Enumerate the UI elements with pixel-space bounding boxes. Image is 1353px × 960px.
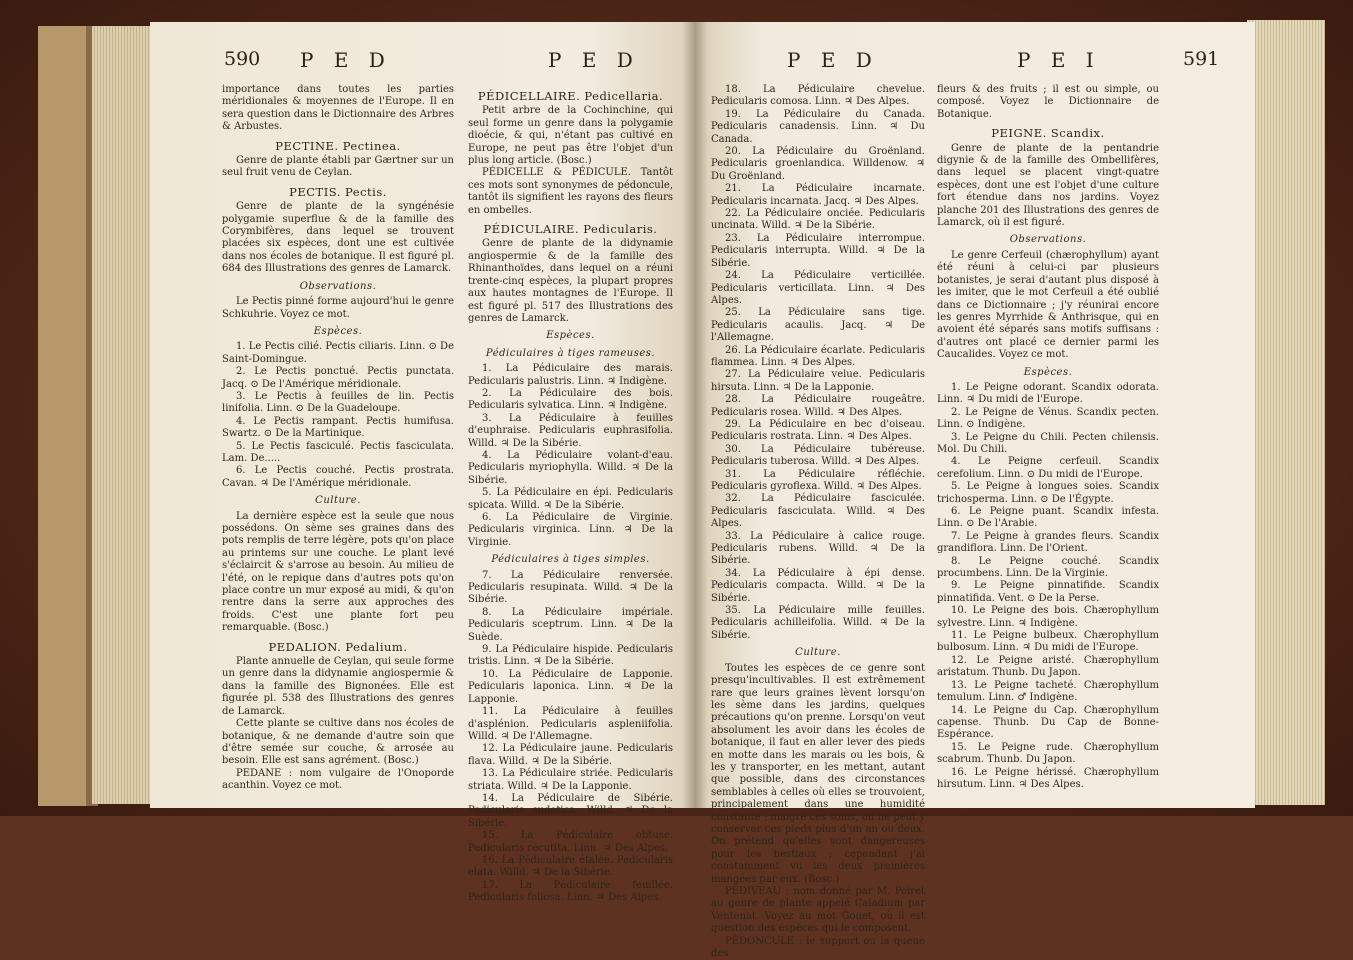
species-entry: 19. La Pédiculaire du Canada. Pedicularis canadensis. Linn. ♃ Du Canada. — [711, 108, 925, 145]
species-entry: 6. Le Peigne puant. Scandix infesta. Linn. ⊙ De l'Arabie. — [937, 506, 1159, 530]
species-entry: 6. Le Pectis couché. Pectis prostrata. Cavan. ♃ De l'Amérique méridionale. — [222, 465, 454, 489]
paragraph: Le Pectis pinné forme aujourd'hui le genre Schkuhrie. Voyez ce mot. — [222, 296, 454, 320]
species-entry: 1. Le Peigne odorant. Scandix odorata. Linn. ♃ Du midi de l'Europe. — [937, 381, 1159, 406]
section-subheading: Pédiculaires à tiges simples. — [491, 554, 650, 566]
species-entry: 35. La Pédiculaire mille feuilles. Pedicularis achilleifolia. Willd. ♃ De la Sibérie. — [711, 605, 925, 641]
paragraph: PÉDIVEAU : nom donné par M. Poiret au genre de plante appelé Caladium par Ventenat. Voyez au mot Gouet, où il est question des espèces qui le composent. — [711, 886, 925, 935]
species-entry: 2. Le Peigne de Vénus. Scandix pecten. Linn. ⊙ Indigène. — [937, 406, 1159, 431]
species-entry: 3. La Pédiculaire à feuilles d'euphraise. Pedicularis euphrasifolia. Willd. ♃ De la Sibérie. — [468, 412, 673, 449]
paragraph: Genre de plante de la didynamie angiospermie & de la famille des Rhinanthoïdes, dans lequel on a réuni trente-cinq espèces, la plupart propres aux hautes montagnes de l'Europe. Il est figuré pl. 517 des Illustrations des genres de Lamarck. — [468, 238, 673, 324]
paragraph: Genre de plante de la syngénésie polygamie superflue & de la famille des Corymbifères, dans lequel se trouvent placées six espèces, dont une est cultivée dans nos écoles de botanique. Il est figuré pl. 684 des Illustrations des genres de Lamarck. — [222, 201, 454, 275]
section-heading: Espèces. — [313, 325, 363, 337]
species-entry: 29. La Pédiculaire en bec d'oiseau. Pedicularis rostrata. Linn. ♃ Des Alpes. — [711, 418, 925, 443]
species-entry: 8. La Pédiculaire impériale. Pedicularis sceptrum. Linn. ♃ De la Suède. — [468, 606, 673, 643]
species-entry: 9. Le Peigne pinnatifide. Scandix pinnatifida. Vent. ⊙ De la Perse. — [937, 580, 1159, 604]
species-entry: 4. Le Pectis rampant. Pectis humifusa. Swartz. ⊙ De la Martinique. — [222, 415, 454, 440]
paragraph: Cette plante se cultive dans nos écoles de botanique, & ne demande d'autre soin que d'être semée sur couche, & arrosée au besoin. Elle est sans agrément. (Bosc.) — [222, 718, 454, 767]
species-entry: 5. Le Peigne à longues soies. Scandix trichosperma. Linn. ⊙ De l'Égypte. — [937, 481, 1159, 505]
species-entry: 20. La Pédiculaire du Groënland. Pedicularis groenlandica. Willdenow. ♃ Du Groënland. — [711, 146, 925, 182]
species-entry: 9. La Pédiculaire hispide. Pedicularis tristis. Linn. ♃ De la Sibérie. — [468, 644, 673, 668]
species-entry: 34. La Pédiculaire à épi dense. Pedicularis compacta. Willd. ♃ De la Sibérie. — [711, 567, 925, 604]
species-entry: 12. Le Peigne aristé. Chærophyllum aristatum. Thunb. Du Japon. — [937, 654, 1159, 679]
species-entry: 3. Le Pectis à feuilles de lin. Pectis linifolia. Linn. ⊙ De la Guadeloupe. — [222, 390, 454, 415]
species-entry: 14. Le Peigne du Cap. Chærophyllum capense. Thunb. Du Cap de Bonne-Espérance. — [937, 704, 1159, 741]
running-head: P E D — [787, 48, 879, 72]
species-entry: 32. La Pédiculaire fasciculée. Pedicularis fasciculata. Willd. ♃ Des Alpes. — [711, 493, 925, 530]
species-entry: 7. La Pédiculaire renversée. Pedicularis resupinata. Willd. ♃ De la Sibérie. — [468, 569, 673, 606]
species-entry: 23. La Pédiculaire interrompue. Pedicularis interrupta. Willd. ♃ De la Sibérie. — [711, 232, 925, 269]
species-entry: 17. La Pédiculaire feuillée. Pedicularis foliosa. Linn. ♃ Des Alpes. — [468, 879, 673, 904]
entry-heading: PÉDICULAIRE. Pedicularis. — [483, 222, 658, 237]
species-entry: 1. Le Pectis cilié. Pectis ciliaris. Linn. ⊙ De Saint-Domingue. — [222, 341, 454, 365]
paragraph: fleurs & des fruits ; il est ou simple, ou composé. Voyez le Dictionnaire de Botanique. — [937, 84, 1159, 120]
section-heading: Observations. — [299, 280, 377, 292]
entry-heading: PÉDICELLAIRE. Pedicellaria. — [477, 89, 664, 103]
paragraph: PÉDONCULE : le support ou la queue des — [711, 935, 925, 960]
page-number: 591 — [1183, 48, 1220, 70]
species-entry: 21. La Pédiculaire incarnate. Pedicularis incarnata. Jacq. ♃ Des Alpes. — [711, 183, 925, 207]
page-edges-left — [92, 26, 152, 804]
paragraph: Genre de plante de la pentandrie digynie & de la famille des Ombellifères, dans lequel se placent vingt-quatre espèces, dont une est l'objet d'une culture fort étendue dans nos jardins. Voyez planche 201 des Illustrations des genres de Lamarck, où il est figuré. — [937, 142, 1159, 229]
species-entry: 3. Le Peigne du Chili. Pecten chilensis. Mol. Du Chili. — [937, 431, 1159, 455]
species-entry: 25. La Pédiculaire sans tige. Pedicularis acaulis. Jacq. ♃ De l'Allemagne. — [711, 307, 925, 344]
paragraph: PÉDICELLE & PÉDICULE. Tantôt ces mots sont synonymes de pédoncule, tantôt ils signifient les rayons des fleurs en ombelles. — [468, 167, 673, 216]
species-entry: 4. La Pédiculaire volant-d'eau. Pedicularis myriophylla. Willd. ♃ De la Sibérie. — [468, 449, 673, 486]
species-entry: 15. La Pédiculaire obtuse. Pedicularis recutita. Linn. ♃ Des Alpes. — [468, 830, 673, 854]
paragraph: Le genre Cerfeuil (chærophyllum) ayant été réuni à celui-ci par plusieurs botanistes, je serai d'autant plus disposé à les imiter, que le mot Cerfeuil a été oublié dans ce Dictionnaire ; j'y réunirai encore les genres Myrrhide & Anthrisque, qui en avoient été séparés sans motifs suffisans : d'autres ont placé ce dernier parmi les Caucalides. Voyez ce mot. — [937, 249, 1159, 361]
entry-heading: PECTIS. Pectis. — [289, 184, 387, 199]
entry-heading: PEDALION. Pedalium. — [268, 639, 408, 654]
species-entry: 28. La Pédiculaire rougeâtre. Pedicularis rosea. Willd. ♃ Des Alpes. — [711, 394, 925, 418]
species-entry: 15. Le Peigne rude. Chærophyllum scabrum. Thunb. Du Japon. — [937, 741, 1159, 766]
right-page — [695, 22, 1255, 960]
paragraph: La dernière espèce est la seule que nous possédons. On sème ses graines dans des pots remplis de terre légère, pots qu'on place au printems sur une couche. Le plant levé s'éclaircit & s'arrose au besoin. Au milieu de l'été, on le repique dans d'autres pots qu'on place contre un mur exposé au midi, & qu'on rentre dans la serre aux approches des froids. C'est une plante fort peu remarquable. (Bosc.) — [222, 510, 454, 634]
species-entry: 8. Le Peigne couché. Scandix procumbens. Linn. De la Virginie. — [937, 555, 1159, 580]
book-cover-edge — [38, 26, 98, 806]
paragraph: Genre de plante établi par Gærtner sur un seul fruit venu de Ceylan. — [222, 155, 454, 179]
left-page-column-2 — [468, 84, 673, 905]
species-entry: 11. Le Peigne bulbeux. Chærophyllum bulbosum. Linn. ♃ Du midi de l'Europe. — [937, 630, 1159, 654]
entry-heading: PEIGNE. Scandix. — [991, 126, 1105, 141]
right-page-header — [695, 48, 1255, 78]
species-entry: 26. La Pédiculaire écarlate. Pedicularis flammea. Linn. ♃ Des Alpes. — [711, 344, 925, 368]
species-entry: 27. La Pédiculaire velue. Pedicularis hirsuta. Linn. ♃ De la Lapponie. — [711, 369, 925, 393]
species-entry: 12. La Pédiculaire jaune. Pedicularis flava. Willd. ♃ De la Sibérie. — [468, 743, 673, 767]
paragraph: Plante annuelle de Ceylan, qui seule forme un genre dans la didynamie angiospermie & dans la famille des Bignonées. Elle est figurée pl. 538 des Illustrations des genres de Lamarck. — [222, 656, 454, 717]
species-entry: 14. La Pédiculaire de Sibérie. Pedicularis sudetica. Willd. ♃ De la Sibérie. — [468, 792, 673, 829]
species-entry: 6. La Pédiculaire de Virginie. Pedicularis virginica. Linn. ♃ De la Virginie. — [468, 512, 673, 548]
entry-heading: PECTINE. Pectinea. — [275, 138, 401, 153]
paragraph: importance dans toutes les parties méridionales & moyennes de l'Europe. Il en sera question dans le Dictionnaire des Arbres & Arbustes. — [222, 84, 454, 133]
species-entry: 1. La Pédiculaire des marais. Pedicularis palustris. Linn. ♃ Indigène. — [468, 363, 673, 387]
species-entry: 4. Le Peigne cerfeuil. Scandix cerefolium. Linn. ⊙ Du midi de l'Europe. — [937, 456, 1159, 480]
species-entry: 5. Le Pectis fasciculé. Pectis fasciculata. Lam. De..... — [222, 440, 454, 464]
species-entry: 2. La Pédiculaire des bois. Pedicularis sylvatica. Linn. ♃ Indigène. — [468, 387, 673, 412]
paragraph: PEDANE : nom vulgaire de l'Onoporde acanthin. Voyez ce mot. — [222, 767, 454, 792]
section-heading: Espèces. — [546, 330, 595, 342]
running-head: P E I — [1017, 48, 1101, 72]
running-head: P E D — [300, 48, 392, 72]
species-entry: 33. La Pédiculaire à calice rouge. Pedicularis rubens. Willd. ♃ De la Sibérie. — [711, 530, 925, 567]
left-page — [150, 22, 695, 904]
paragraph: Toutes les espèces de ce genre sont presqu'incultivables. Il est extrêmement rare que leurs graines lèvent lorsqu'on les sème dans les jardins, quelques précautions qu'on prenne. Lorsqu'on veut absolument les avoir dans les écoles de botanique, il faut en aller lever des pieds en motte dans les marais ou les bois, & les y transporter, en les mettant, autant que possible, dans des circonstances semblables à celles où elles se trouvoient, principalement dans une humidité constante ; malgré ces soins, on ne peut y conserver ces pieds plus d'un an ou deux. On prétend qu'elles sont dangereuses pour les bestiaux ; cependant j'ai constamment vu les deux premières mangées par eux. (Bosc.) — [711, 662, 925, 885]
species-entry: 5. La Pédiculaire en épi. Pedicularis spicata. Willd. ♃ De la Sibérie. — [468, 487, 673, 511]
page-number: 590 — [224, 48, 261, 70]
species-entry: 7. Le Peigne à grandes fleurs. Scandix grandiflora. Linn. De l'Orient. — [937, 530, 1159, 555]
species-entry: 16. La Pédiculaire étalée. Pedicularis elata. Willd. ♃ De la Sibérie. — [468, 854, 673, 879]
section-subheading: Pédiculaires à tiges rameuses. — [485, 347, 656, 359]
section-heading: Culture. — [315, 495, 361, 507]
book-gutter — [682, 22, 708, 808]
section-heading: Observations. — [1009, 234, 1087, 246]
species-entry: 10. La Pédiculaire de Lapponie. Pedicularis laponica. Linn. ♃ De la Lapponie. — [468, 668, 673, 705]
species-entry: 13. Le Peigne tacheté. Chærophyllum temulum. Linn. ♂ Indigène. — [937, 679, 1159, 704]
species-entry: 10. Le Peigne des bois. Chærophyllum sylvestre. Linn. ♃ Indigène. — [937, 605, 1159, 629]
species-entry: 30. La Pédiculaire tubéreuse. Pedicularis tuberosa. Willd. ♃ Des Alpes. — [711, 443, 925, 468]
left-page-header — [150, 48, 695, 78]
left-page-column-1 — [222, 84, 454, 793]
species-entry: 24. La Pédiculaire verticillée. Pedicularis verticillata. Linn. ♃ Des Alpes. — [711, 270, 925, 306]
page-edges-right — [1247, 20, 1325, 805]
species-entry: 22. La Pédiculaire onciée. Pedicularis uncinata. Willd. ♃ De la Sibérie. — [711, 208, 925, 232]
species-entry: 2. Le Pectis ponctué. Pectis punctata. Jacq. ⊙ De l'Amérique méridionale. — [222, 366, 454, 390]
right-page-column-1 — [711, 84, 925, 960]
species-entry: 18. La Pédiculaire chevelue. Pedicularis comosa. Linn. ♃ Des Alpes. — [711, 84, 925, 108]
section-heading: Espèces. — [1023, 366, 1073, 378]
right-page-column-2 — [937, 84, 1159, 791]
species-entry: 16. Le Peigne hérissé. Chærophyllum hirsutum. Linn. ♃ Des Alpes. — [937, 766, 1159, 790]
section-heading: Culture. — [795, 647, 841, 659]
species-entry: 13. La Pédiculaire striée. Pedicularis striata. Willd. ♃ De la Lapponie. — [468, 768, 673, 792]
species-entry: 11. La Pédiculaire à feuilles d'asplénion. Pedicularis aspleniifolia. Willd. ♃ De l'Allemagne. — [468, 706, 673, 742]
species-entry: 31. La Pédiculaire réfléchie. Pedicularis gyroflexa. Willd. ♃ Des Alpes. — [711, 468, 925, 492]
running-head: P E D — [548, 48, 640, 72]
paragraph: Petit arbre de la Cochinchine, qui seul forme un genre dans la polygamie dioécie, & qui, n'étant pas cultivé en Europe, ne peut pas être l'objet d'un plus long article. (Bosc.) — [468, 105, 673, 167]
